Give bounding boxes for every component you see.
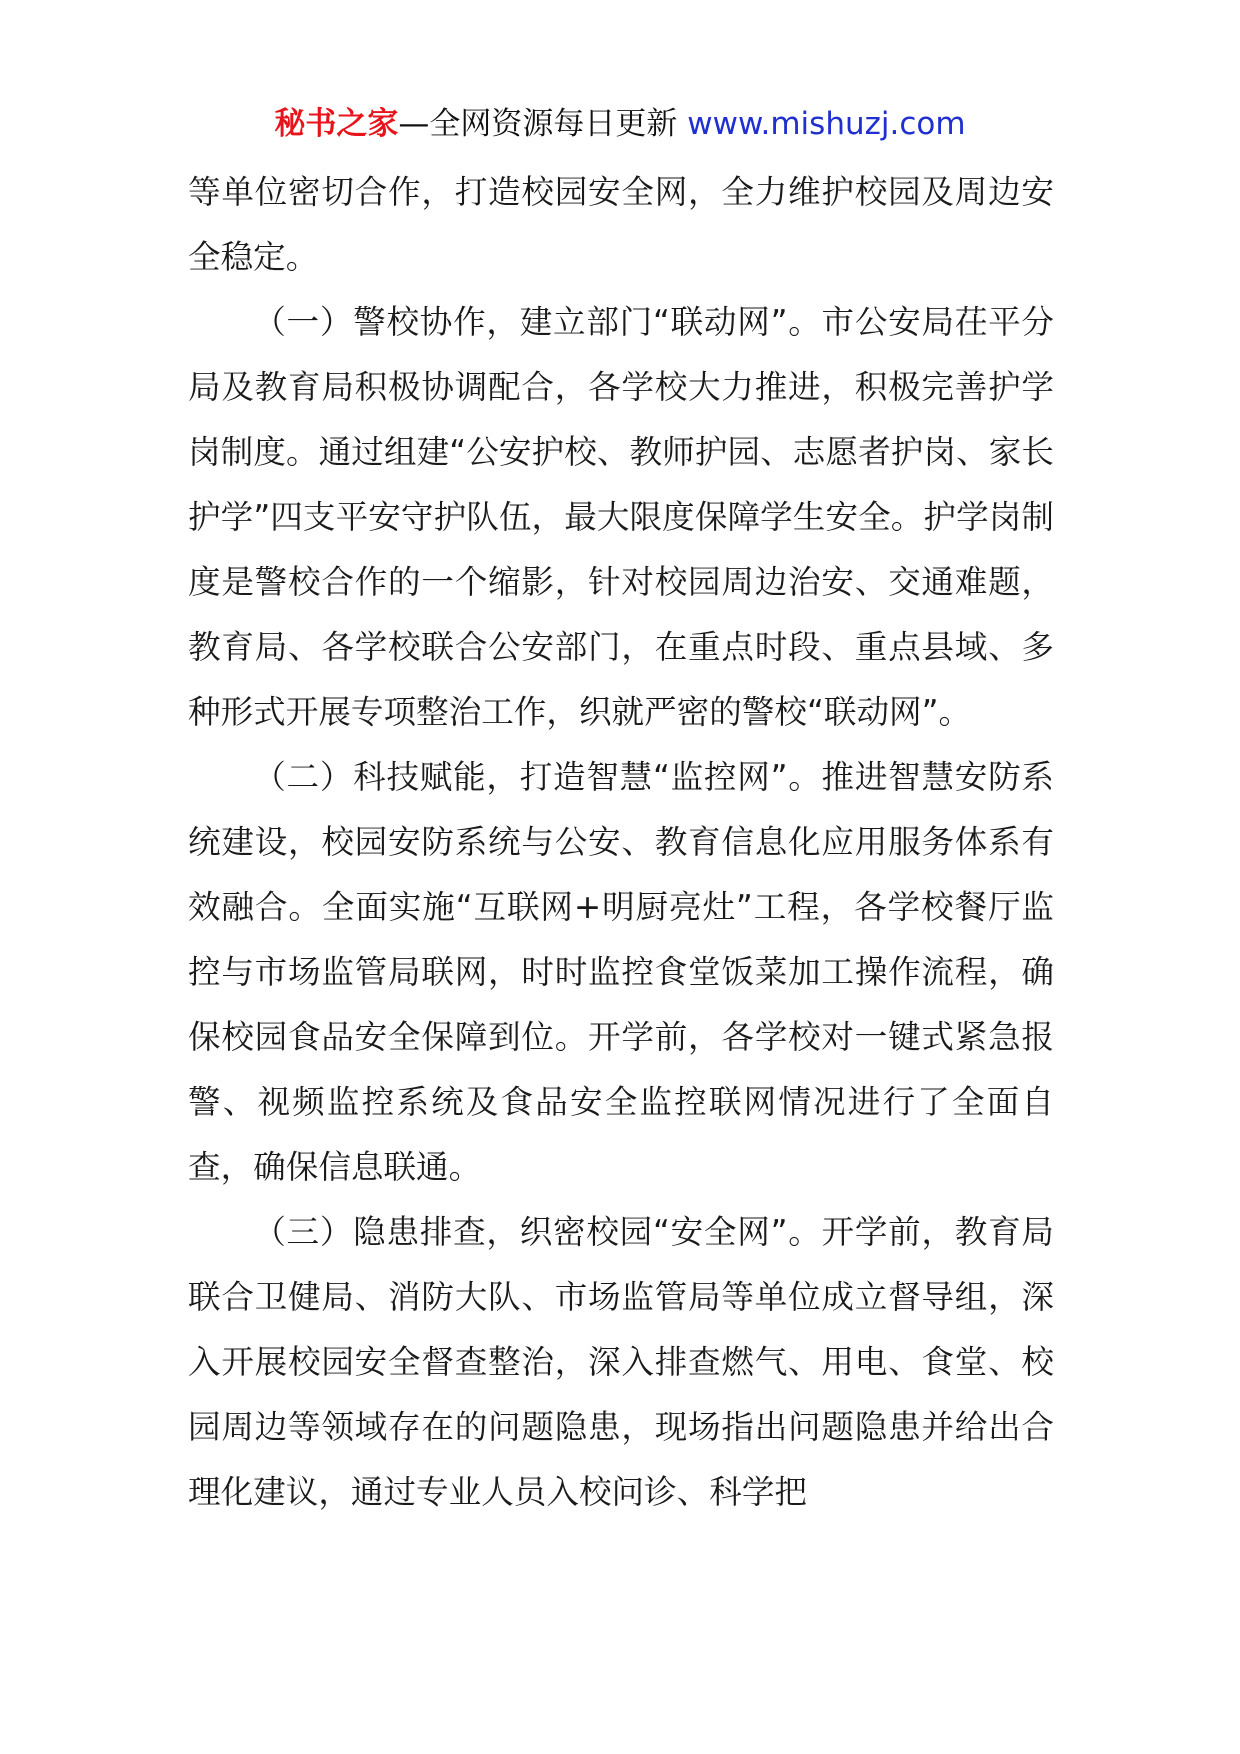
paragraph-section-3: （三）隐患排查，织密校园“安全网”。开学前，教育局联合卫健局、消防大队、市场监管局等单位成立督导组，深入开展校园安全督查整治，深入排查燃气、用电、食堂、校园周边等领域存在的问题隐患，现场指出问题隐患并给出合理化建议，通过专业人员入校问诊、科学把 <box>188 1213 1054 1511</box>
watermark-header <box>0 104 1240 144</box>
paragraph-section-2: （二）科技赋能，打造智慧“监控网”。推进智慧安防系统建设，校园安防系统与公安、教育信息化应用服务体系有效融合。全面实施“互联网+明厨亮灶”工程，各学校餐厅监控与市场监管局联网，时时监控食堂饭菜加工操作流程，确保校园食品安全保障到位。开学前，各学校对一键式紧急报警、视频监控系统及食品安全监控联网情况进行了全面自查，确保信息联通。 <box>188 758 1054 1186</box>
document-body <box>188 160 1054 1525</box>
brand-name: 秘书之家 <box>274 106 399 142</box>
paragraph-continuation: 等单位密切合作，打造校园安全网，全力维护校园及周边安全稳定。 <box>188 173 1054 276</box>
header-tagline: —全网资源每日更新 <box>398 106 678 142</box>
header-url: www.mishuzj.com <box>687 106 966 142</box>
paragraph-section-1: （一）警校协作，建立部门“联动网”。市公安局茌平分局及教育局积极协调配合，各学校大力推进，积极完善护学岗制度。通过组建“公安护校、教师护园、志愿者护岗、家长护学”四支平安守护队伍，最大限度保障学生安全。护学岗制度是警校合作的一个缩影，针对校园周边治安、交通难题，教育局、各学校联合公安部门，在重点时段、重点县域、多种形式开展专项整治工作，织就严密的警校“联动网”。 <box>188 303 1054 731</box>
